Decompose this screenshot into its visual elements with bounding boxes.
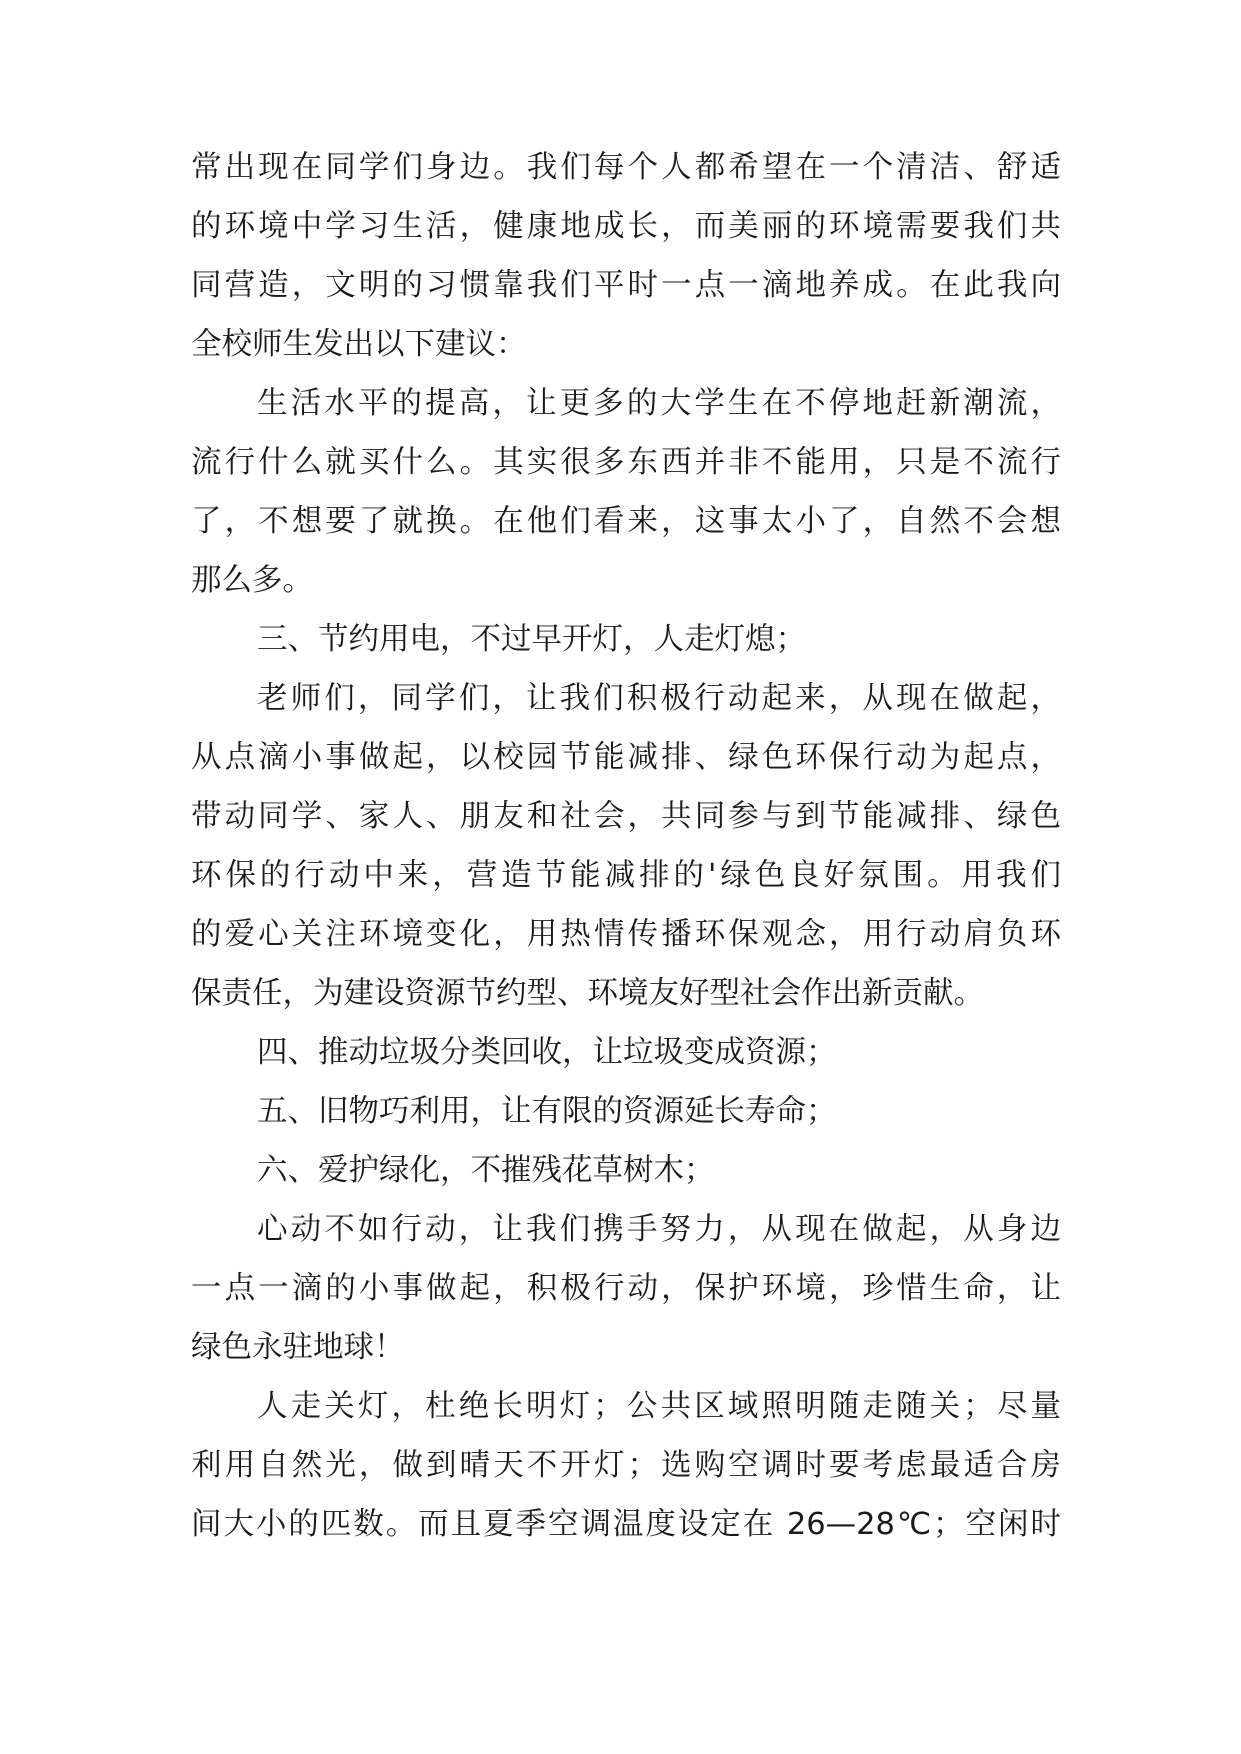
- text-line: 同营造，文明的习惯靠我们平时一点一滴地养成。在此我向: [191, 268, 1061, 303]
- text-line: 间大小的匹数。而且夏季空调温度设定在 26—28℃；空闲时: [191, 1507, 1061, 1542]
- text-line: 带动同学、家人、朋友和社会，共同参与到节能减排、绿色: [191, 799, 1061, 834]
- text-line: 的环境中学习生活，健康地成长，而美丽的环境需要我们共: [191, 209, 1061, 244]
- text-line: 生活水平的提高，让更多的大学生在不停地赶新潮流，: [257, 386, 1061, 421]
- text-line: 一点一滴的小事做起，积极行动，保护环境，珍惜生命，让: [191, 1271, 1061, 1306]
- text-line: 常出现在同学们身边。我们每个人都希望在一个清洁、舒适: [191, 150, 1061, 185]
- text-line: 五、旧物巧利用，让有限的资源延长寿命；: [257, 1094, 837, 1129]
- text-line: 那么多。: [191, 563, 313, 598]
- text-line: 全校师生发出以下建议：: [191, 327, 527, 362]
- text-line: 四、推动垃圾分类回收，让垃圾变成资源；: [257, 1035, 837, 1070]
- text-line: 六、爱护绿化，不摧残花草树木；: [257, 1153, 715, 1188]
- text-line: 保责任，为建设资源节约型、环境友好型社会作出新贡献。: [191, 976, 984, 1011]
- text-line: 心动不如行动，让我们携手努力，从现在做起，从身边: [257, 1212, 1061, 1247]
- text-line: 流行什么就买什么。其实很多东西并非不能用，只是不流行: [191, 445, 1061, 480]
- text-line: 从点滴小事做起，以校园节能减排、绿色环保行动为起点，: [191, 740, 1061, 775]
- text-line: 人走关灯，杜绝长明灯；公共区域照明随走随关；尽量: [257, 1389, 1061, 1424]
- text-line: 了，不想要了就换。在他们看来，这事太小了，自然不会想: [191, 504, 1061, 539]
- text-line: 环保的行动中来，营造节能减排的'绿色良好氛围。用我们: [191, 858, 1061, 893]
- text-line: 利用自然光，做到晴天不开灯；选购空调时要考虑最适合房: [191, 1448, 1061, 1483]
- text-line: 绿色永驻地球！: [191, 1330, 405, 1365]
- text-line: 的爱心关注环境变化，用热情传播环保观念，用行动肩负环: [191, 917, 1061, 952]
- text-line: 老师们，同学们，让我们积极行动起来，从现在做起，: [257, 681, 1061, 716]
- text-line: 三、节约用电，不过早开灯，人走灯熄；: [257, 622, 806, 657]
